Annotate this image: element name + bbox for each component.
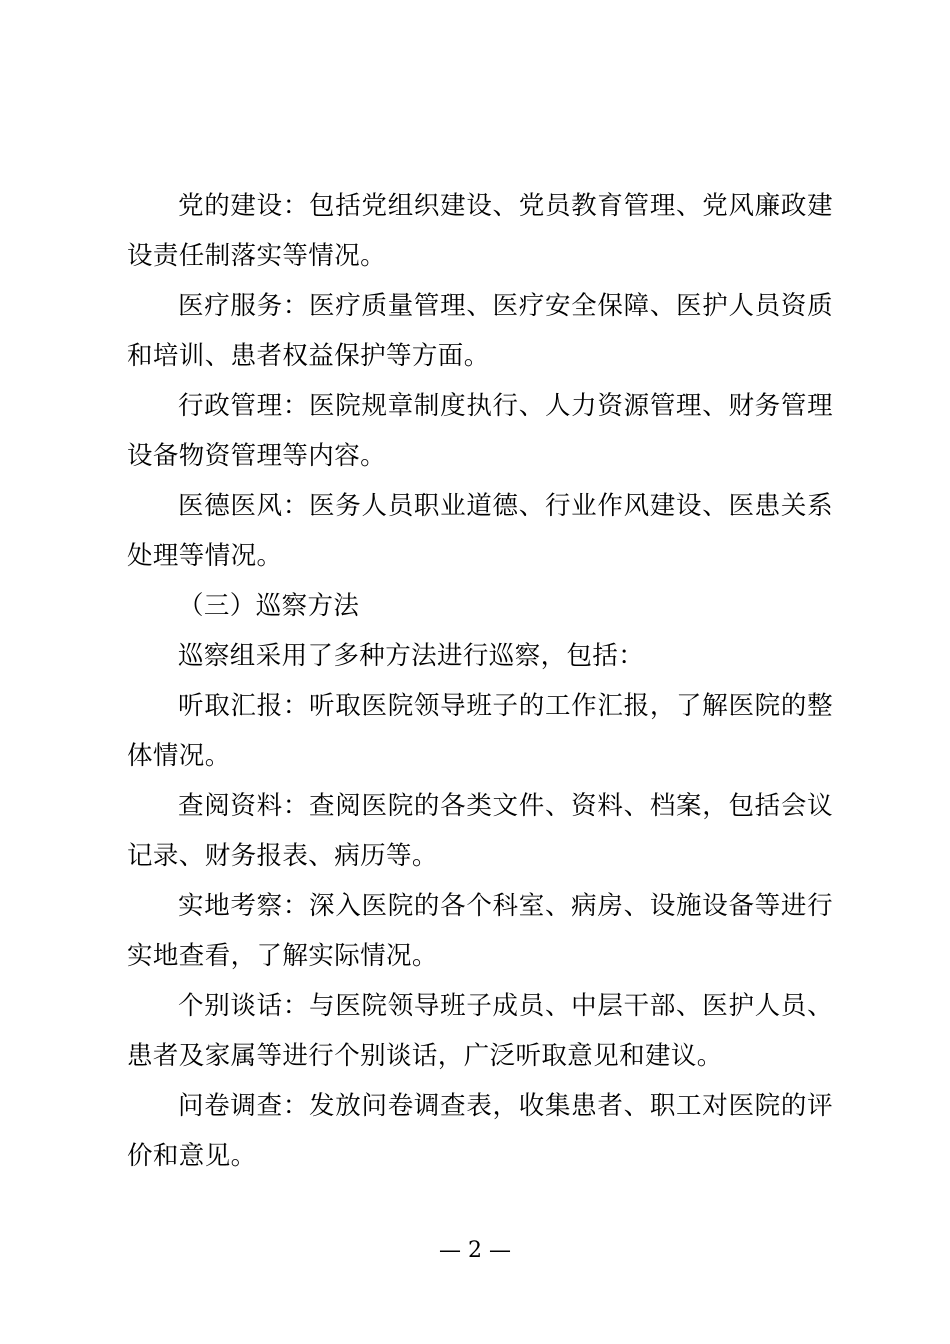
paragraph-questionnaire: 问卷调查：发放问卷调查表，收集患者、职工对医院的评价和意见。: [127, 1091, 833, 1171]
page-number: — 2 —: [439, 1238, 511, 1263]
paragraph-party-building: 党的建设：包括党组织建设、党员教育管理、党风廉政建设责任制落实等情况。: [127, 191, 833, 271]
paragraph-administration: 行政管理：医院规章制度执行、人力资源管理、财务管理设备物资管理等内容。: [127, 391, 833, 471]
paragraph-medical-ethics: 医德医风：医务人员职业道德、行业作风建设、医患关系处理等情况。: [127, 491, 833, 571]
paragraph-methods-intro: 巡察组采用了多种方法进行巡察，包括：: [178, 641, 645, 671]
paragraph-hear-reports: 听取汇报：听取医院领导班子的工作汇报，了解医院的整体情况。: [127, 691, 833, 771]
paragraph-site-visit: 实地考察：深入医院的各个科室、病房、设施设备等进行实地查看，了解实际情况。: [127, 891, 833, 971]
paragraph-medical-service: 医疗服务：医疗质量管理、医疗安全保障、医护人员资质和培训、患者权益保护等方面。: [127, 291, 833, 371]
section-heading-inspection-methods: （三）巡察方法: [178, 591, 360, 621]
paragraph-review-documents: 查阅资料：查阅医院的各类文件、资料、档案，包括会议记录、财务报表、病历等。: [127, 791, 833, 871]
document-body: [127, 181, 833, 1181]
paragraph-individual-talks: 个别谈话：与医院领导班子成员、中层干部、医护人员、患者及家属等进行个别谈话，广泛听取意见和建议。: [127, 991, 833, 1071]
